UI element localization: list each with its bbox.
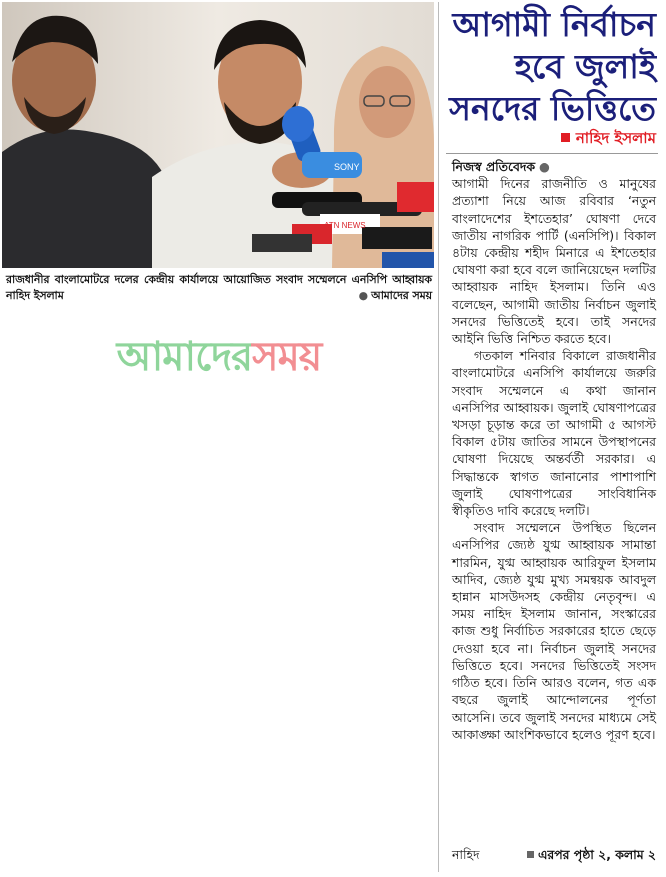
watermark-logo: [0, 325, 438, 385]
mic-label-atn: ATN NEWS: [324, 221, 366, 230]
article-paragraph-1: আগামী দিনের রাজনীতি ও মানুষের প্রত্যাশা নিয়ে আজ রবিবার ‘নতুন বাংলাদেশের ইশতেহার’ ঘোষণা দেবে জাতীয় নাগরিক পার্টি (এনসিপি)। বিকাল ৪টায় কেন্দ্রীয় শহীদ মিনারে এ ইশতেহার ঘোষণা করা হবে বলে জানিয়েছেন দলটির আহ্বায়ক নাহিদ ইসলাম। তিনি এও বলেছেন, আগামী জাতীয় নির্বাচন জুলাই সনদের ভিত্তিতেই হবে। তাই সনদের আইনি ভিত্তি নিশ্চিত করতে হবে।: [452, 176, 656, 347]
article-paragraph-2: গতকাল শনিবার বিকালে রাজধানীর বাংলামোটরে এনসিপি কার্যালয়ে জরুরি সংবাদ সম্মেলনে এ কথা জানান এনসিপির আহ্বায়ক। জুলাই ঘোষণাপত্রের খসড়া চূড়ান্ত করে তা আগামী ৫ আগস্ট বিকাল ৫টায় জাতির সামনে উপস্থাপনের ঘোষণা দিয়েছে অন্তর্বর্তী সরকার। এ সিদ্ধান্তকে স্বাগত জানানোর পাশাপাশি জুলাই ঘোষণাপত্রের সাংবিধানিক স্বীকৃতিও দাবি করেছে দলটি।: [452, 348, 656, 519]
headline-rule: [446, 153, 658, 154]
press-conference-photo: [2, 2, 434, 268]
article-last-word: নাহিদ: [452, 847, 480, 862]
column-divider: [438, 2, 439, 872]
reporter-text: নিজস্ব প্রতিবেদক: [452, 159, 536, 174]
headline-line-1: আগামী নির্বাচন: [452, 5, 656, 44]
bullet-icon: ●: [358, 289, 369, 302]
article-paragraph-3: সংবাদ সম্মেলনে উপস্থিত ছিলেন এনসিপির জ্যেষ্ঠ যুগ্ম আহ্বায়ক সামান্তা শারমিন, যুগ্ম আহ্বায়ক আরিফুল ইসলাম আদিব, জ্যেষ্ঠ যুগ্ম মুখ্য সমন্বয়ক আবদুল হান্নান মাসউদসহ কেন্দ্রীয় নেতৃবৃন্দ। এ সময় নাহিদ ইসলাম জানান, সংস্কারের কাজ শুধু নির্বাচিত সরকারের হাতে ছেড়ে দেওয়া হবে না। নির্বাচন জুলাই সনদের ভিত্তিতে হবে। সনদের ভিত্তিতেই সংসদ গঠিত হবে। তিনি আরও বলেন, গত এক বছরে জুলাই আন্দোলনের পূর্ণতা আসেনি। তবে জুলাই সনদের মাধ্যমে সেই আকাঙ্ক্ষা আংশিকভাবে হলেও পূরণ হবে।: [452, 520, 656, 742]
bullet-icon: ●: [539, 159, 550, 174]
red-square-icon: [561, 133, 570, 142]
gray-square-icon: [527, 851, 534, 858]
headline-line-3: সনদের ভিত্তিতে: [449, 89, 656, 128]
reporter-line: [452, 158, 656, 175]
byname-text: নাহিদ ইসলাম: [575, 129, 656, 147]
photo-credit-text: আমাদের সময়: [371, 289, 432, 302]
headline-byname: [446, 127, 656, 152]
photo-caption-text: রাজধানীর বাংলামোটরে দলের কেন্দ্রীয় কার্যালয়ে আয়োজিত সংবাদ সম্মেলনে এনসিপি আহ্বায়ক নাহিদ ইসলাম: [6, 273, 432, 302]
headline: [446, 4, 656, 130]
photo-caption: [6, 272, 432, 304]
mic-label-sony: SONY: [334, 162, 360, 172]
watermark-part1: আমাদের: [116, 333, 253, 380]
press-conference-illustration: [2, 2, 434, 268]
photo-credit: [359, 288, 432, 304]
article-body: [452, 158, 656, 743]
headline-line-2: হবে জুলাই: [514, 47, 656, 86]
watermark-part2: সময়: [252, 333, 322, 380]
continued-on: [527, 846, 656, 863]
continuation-line: [452, 846, 656, 863]
continued-on-text: এরপর পৃষ্ঠা ২, কলাম ২: [538, 847, 656, 862]
